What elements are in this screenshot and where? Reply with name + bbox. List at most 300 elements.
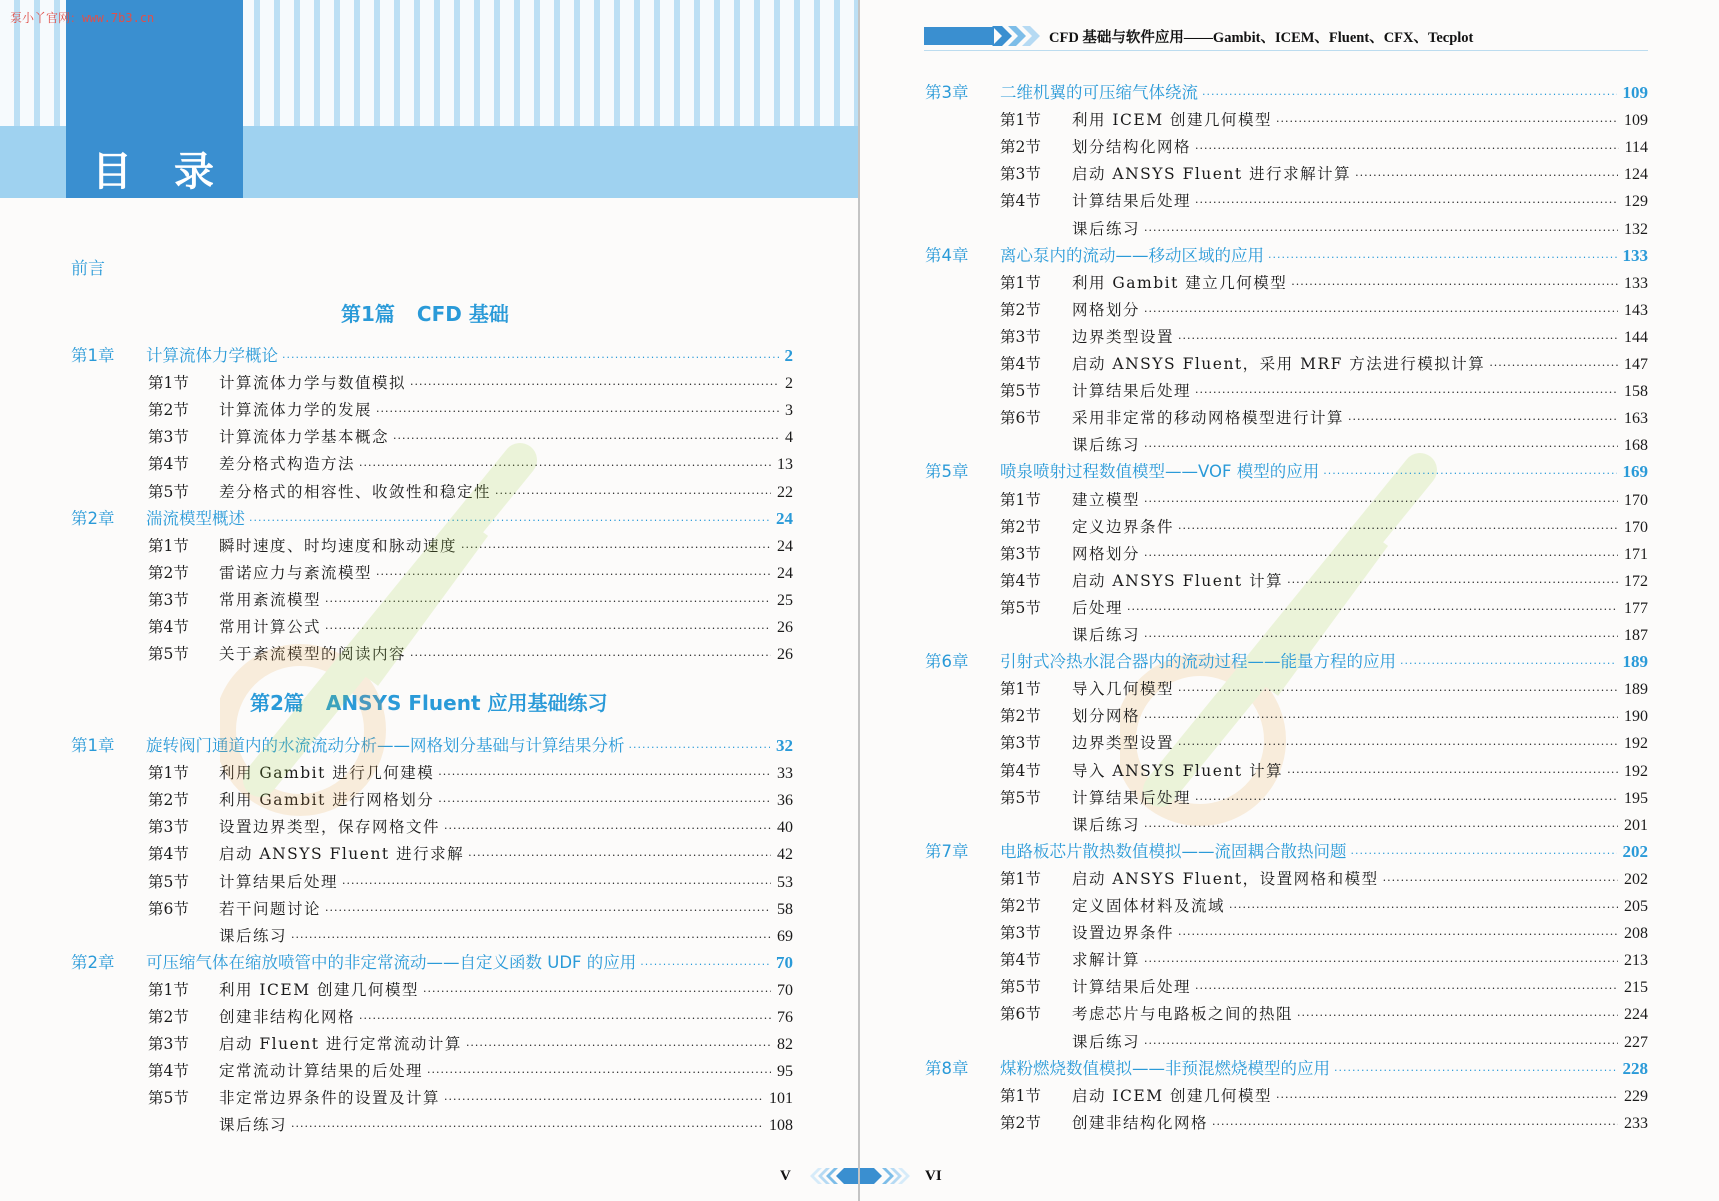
dot-leader [444,816,771,842]
page-number: 213 [1624,952,1648,970]
toc-chapter-entry[interactable] [71,950,793,976]
running-head-rule [924,50,1648,51]
section-label: 第3节 [1000,544,1041,563]
dot-leader [1400,651,1617,677]
dot-leader [1276,109,1618,135]
dot-leader [1144,814,1618,840]
page-number: 95 [777,1063,793,1081]
dot-leader [1287,570,1618,596]
toc-section-entry[interactable] [148,397,793,423]
page-number: 133 [1624,274,1648,292]
toc-chapter-entry[interactable] [925,243,1648,269]
section-title: 创建非结构化网格 [1072,1113,1209,1132]
section-title: 利用 Gambit 进行网格划分 [219,791,435,810]
page-number: 133 [1622,245,1648,265]
page-number: 58 [777,900,793,918]
toc-chapter-entry[interactable] [925,839,1648,865]
toc-chapter-entry[interactable] [925,459,1648,485]
section-label: 第2节 [1000,138,1041,157]
toc-section-entry[interactable] [1000,107,1648,133]
toc-section-entry[interactable] [148,1031,793,1057]
dot-leader [629,735,771,761]
chapter-title: 离心泵内的流动——移动区域的应用 [1000,245,1264,265]
section-title: 定义固体材料及流域 [1072,897,1226,915]
section-label: 第3节 [148,428,189,447]
page-number: 192 [1624,735,1648,753]
chapter-title: 喷泉喷射过程数值模型——VOF 模型的应用 [1000,462,1320,482]
page-number: 189 [1622,652,1648,672]
page-number: 26 [777,619,793,636]
section-label: 第4节 [1000,761,1041,780]
section-title: 课后练习 [1072,815,1141,834]
dot-leader [1351,841,1617,867]
section-title: 求解计算 [1072,951,1141,970]
section-label: 第1节 [1000,273,1041,292]
part-label: 第1篇 [341,302,395,326]
section-title: 设置边界条件 [1072,924,1175,943]
chapter-label: 第2章 [71,508,115,528]
page-number: 114 [1624,139,1648,157]
page-number: 101 [769,1090,793,1108]
section-title: 课后练习 [219,926,288,945]
toc-section-entry[interactable] [1000,866,1648,892]
section-title: 非定常边界条件的设置及计算 [219,1089,441,1108]
section-label: 第2节 [1000,517,1041,536]
page-number: 36 [777,792,793,810]
dot-leader [376,399,779,425]
section-label: 第5节 [148,872,189,891]
toc-section-entry[interactable] [1000,378,1648,404]
dot-leader [1323,461,1616,487]
toc-chapter-entry[interactable] [925,1056,1648,1082]
chapter-label: 第2章 [71,952,115,972]
toc-section-entry[interactable] [1000,730,1648,756]
section-title: 课后练习 [1072,219,1141,238]
toc-section-entry[interactable] [1000,432,1648,458]
dot-leader [1178,678,1618,704]
dot-leader [1489,353,1618,379]
chapter-title: 可压缩气体在缩放喷管中的非定常流动——自定义函数 UDF 的应用 [146,952,637,972]
section-title: 边界类型设置 [1072,327,1175,346]
section-title: 利用 ICEM 创建几何模型 [219,980,420,999]
page-number: 228 [1622,1058,1648,1078]
section-label: 第4节 [1000,951,1041,970]
section-title: 划分网格 [1072,707,1141,726]
section-label: 第5节 [148,645,189,664]
page-number: 202 [1624,870,1648,888]
section-title: 创建非结构化网格 [219,1008,356,1026]
dot-leader [1144,949,1618,975]
section-title: 计算结果后处理 [219,872,339,891]
page-number: 187 [1624,627,1648,644]
section-title: 建立模型 [1072,490,1141,509]
dot-leader [1195,136,1619,162]
toc-section-entry[interactable] [1000,216,1648,242]
section-title: 定义边界条件 [1072,517,1175,536]
page-number: 192 [1624,762,1648,780]
toc-section-entry[interactable] [1000,297,1648,323]
left-page [0,0,858,1201]
section-title: 启动 ANSYS Fluent 计算 [1072,571,1284,590]
dot-leader [1212,1112,1618,1138]
part-heading-1 [341,298,509,327]
section-title: 雷诺应力与紊流模型 [219,563,373,582]
dot-leader [249,508,770,534]
section-label: 第2节 [1000,707,1041,726]
toc-section-entry[interactable] [148,614,793,640]
section-label: 第3节 [1000,327,1041,346]
chapter-label: 第6章 [925,652,969,672]
toc-section-entry[interactable] [148,977,793,1003]
section-label: 第5节 [148,1089,189,1108]
section-title: 利用 ICEM 创建几何模型 [1072,111,1273,130]
section-label: 第4节 [148,618,189,636]
toc-section-entry[interactable] [148,814,793,840]
dot-leader [291,925,771,951]
chapter-title: 计算流体力学概论 [146,346,278,365]
section-title: 若干问题讨论 [219,899,322,918]
dot-leader [1178,732,1618,758]
section-title: 采用非定常的移动网格模型进行计算 [1072,409,1345,428]
section-title: 定常流动计算结果的后处理 [219,1062,424,1081]
section-label: 第4节 [148,845,189,864]
section-title: 计算流体力学的发展 [219,401,373,420]
page-number: 224 [1624,1006,1648,1024]
toc-chapter-entry[interactable] [71,733,793,759]
dot-leader [427,1060,771,1086]
dot-leader [342,871,771,897]
section-label: 第5节 [1000,598,1041,617]
page-number: 163 [1624,410,1648,428]
section-label: 第6节 [1000,1005,1041,1024]
toc-chapter-entry[interactable] [71,343,793,369]
page-nav-chevrons-icon [800,1165,920,1187]
section-label: 第1节 [1000,1086,1041,1105]
section-title: 计算结果后处理 [1072,978,1192,997]
toc-section-entry[interactable] [148,1004,793,1030]
section-label: 第1节 [148,536,189,555]
part-title: ANSYS Fluent 应用基础练习 [325,691,608,715]
toc-section-entry[interactable] [148,424,793,450]
running-head [924,24,1648,50]
page-title: 目录 [92,149,256,195]
toc-chapter-entry[interactable] [925,649,1648,675]
section-label: 第5节 [148,482,189,501]
page-number: 233 [1624,1114,1648,1132]
toc-section-entry[interactable] [1000,974,1648,1000]
part-heading-2 [250,687,607,716]
dot-leader [1144,489,1618,515]
section-label: 第3节 [1000,734,1041,753]
page-number: 189 [1624,681,1648,699]
page-number: 70 [776,952,793,972]
section-title: 计算结果后处理 [1072,382,1192,401]
dot-leader [1348,407,1618,433]
section-label: 第4节 [148,455,189,474]
section-label: 第3节 [148,818,189,837]
page-number: 227 [1624,1033,1648,1051]
dot-leader [1144,624,1618,650]
toc-section-entry[interactable] [1000,487,1648,513]
toc-section-entry[interactable] [148,479,793,505]
section-label: 第3节 [1000,165,1041,184]
section-title: 课后练习 [1072,436,1141,455]
page-number: 24 [777,564,793,582]
section-label: 第4节 [1000,192,1041,211]
page-number: 201 [1624,816,1648,834]
section-title: 划分结构化网格 [1072,138,1192,157]
toc-section-entry[interactable] [1000,1110,1648,1136]
dot-leader [1195,380,1618,406]
dot-leader [410,372,779,398]
chapter-label: 第4章 [925,245,969,265]
page-number: 70 [777,981,793,999]
dot-leader [640,952,770,978]
section-label: 第5节 [1000,788,1041,807]
section-title: 利用 Gambit 建立几何模型 [1072,273,1288,292]
toc-section-entry[interactable] [1000,703,1648,729]
section-title: 启动 ANSYS Fluent，设置网格和模型 [1072,869,1379,888]
toc-section-entry[interactable] [148,841,793,867]
section-label: 第2节 [148,1008,189,1026]
dot-leader [461,535,771,561]
dot-leader [1287,760,1618,786]
section-title: 网格划分 [1072,544,1141,563]
toc-section-entry[interactable] [148,1085,793,1111]
section-label: 第3节 [1000,924,1041,943]
page-number: 2 [785,375,793,393]
toc-section-entry[interactable] [1000,758,1648,784]
dot-leader [1178,326,1618,352]
chevrons-right-icon [992,26,1048,46]
toc-section-entry[interactable] [148,370,793,396]
toc-section-entry[interactable] [1000,1083,1648,1109]
page-number: 42 [777,846,793,864]
section-label: 第2节 [1000,897,1041,915]
dot-leader [468,843,771,869]
section-title: 差分格式的相容性、收敛性和稳定性 [219,482,492,501]
page-number: 168 [1624,437,1648,455]
dot-leader [1334,1058,1617,1084]
section-title: 启动 ANSYS Fluent，采用 MRF 方法进行模拟计算 [1072,355,1486,373]
section-title: 启动 ANSYS Fluent 进行求解计算 [1072,165,1352,184]
toc-section-entry[interactable] [1000,1029,1648,1055]
section-title: 关于紊流模型的阅读内容 [219,645,407,664]
page-number: 109 [1624,112,1648,130]
chapter-title: 旋转阀门通道内的水流流动分析——网格划分基础与计算结果分析 [146,736,625,755]
part-title: CFD 基础 [416,302,509,326]
chapter-title: 煤粉燃烧数值模拟——非预混燃烧模型的应用 [1000,1058,1330,1078]
dot-leader [1383,868,1618,894]
dot-leader [1178,516,1618,542]
page-number: 69 [777,927,793,945]
section-title: 差分格式构造方法 [219,455,356,474]
section-title: 课后练习 [1072,626,1141,644]
page-number: 124 [1624,166,1648,184]
page-number: 129 [1624,193,1648,211]
dot-leader [325,616,771,642]
toc-chapter-entry[interactable] [71,506,793,532]
toc-section-entry[interactable] [148,587,793,613]
section-title: 网格划分 [1072,300,1141,319]
page-number: 215 [1624,979,1648,997]
page-number: 53 [777,873,793,891]
page-number: 25 [777,591,793,609]
chapter-label: 第1章 [71,736,115,755]
page-number: 229 [1624,1087,1648,1105]
toc-section-entry[interactable] [148,896,793,922]
section-label: 第6节 [1000,409,1041,428]
section-title: 设置边界类型，保存网格文件 [219,818,441,837]
toc-section-entry[interactable] [1000,622,1648,648]
page-number: 170 [1624,518,1648,536]
dot-leader [1195,787,1618,813]
dot-leader [444,1087,763,1113]
toc-section-entry[interactable] [1000,812,1648,838]
dot-leader [1291,272,1618,298]
dot-leader [1297,1003,1618,1029]
toc-section-entry[interactable] [1000,514,1648,540]
section-label: 第3节 [148,1035,189,1054]
page-number: 13 [777,456,793,474]
dot-leader [376,562,771,588]
dot-leader [1268,245,1617,271]
dot-leader [423,979,771,1005]
section-title: 瞬时速度、时均速度和脉动速度 [219,536,458,555]
running-head-bar [924,27,994,45]
section-title: 常用紊流模型 [219,590,322,609]
toc-section-entry[interactable] [1000,188,1648,214]
section-label: 第2节 [148,401,189,420]
dot-leader [1144,543,1618,569]
dot-leader [495,481,771,507]
dot-leader [1144,299,1618,325]
toc-section-entry[interactable] [1000,351,1648,377]
page-number: 2 [784,346,793,365]
toc-section-entry[interactable] [148,923,793,949]
dot-leader [291,1114,763,1140]
page-number: 26 [777,646,793,664]
page-number: 205 [1624,898,1648,915]
page-number: 169 [1622,462,1648,482]
toc-section-entry[interactable] [148,760,793,786]
dot-leader [1144,705,1618,731]
page-number: 22 [777,483,793,501]
section-title: 导入几何模型 [1072,680,1175,699]
dot-leader [1127,597,1618,623]
toc-section-entry[interactable] [1000,405,1648,431]
site-watermark-text: 泵小丫官网：www.7b3.cn [10,11,155,25]
running-head-title: CFD 基础与软件应用——Gambit、ICEM、Fluent、CFX、Tecplot [1049,30,1474,46]
section-title: 启动 Fluent 进行定常流动计算 [219,1035,462,1054]
dot-leader [1276,1085,1618,1111]
page-number: 76 [777,1009,793,1026]
section-title: 利用 Gambit 进行几何建模 [219,764,435,783]
page-number: 3 [785,402,793,420]
toc-section-entry[interactable] [1000,893,1648,919]
front-matter-preface[interactable]: 前言 [71,259,105,279]
chapter-label: 第1章 [71,346,115,365]
toc-section-entry[interactable] [1000,270,1648,296]
chapter-title: 电路板芯片散热数值模拟——流固耦合散热问题 [1000,841,1347,861]
section-label: 第1节 [148,374,189,393]
section-label: 第5节 [1000,382,1041,401]
dot-leader [466,1033,771,1059]
chapter-title: 二维机翼的可压缩气体绕流 [1000,83,1198,102]
section-label: 第1节 [148,764,189,783]
toc-section-entry[interactable] [1000,134,1648,160]
page-number: 143 [1624,301,1648,319]
section-label: 第1节 [148,980,189,999]
folio-right: VI [925,1168,942,1184]
page-number: 109 [1622,83,1648,102]
chapter-label: 第8章 [925,1058,969,1078]
dot-leader [410,643,771,669]
toc-section-entry[interactable] [148,869,793,895]
toc-section-entry[interactable] [1000,947,1648,973]
section-title: 导入 ANSYS Fluent 计算 [1072,761,1284,780]
page-number: 4 [785,429,793,447]
toc-section-entry[interactable] [1000,595,1648,621]
page-number: 24 [776,508,793,528]
section-title: 启动 ANSYS Fluent 进行求解 [219,845,465,864]
dot-leader [393,426,779,452]
chapter-label: 第5章 [925,462,969,482]
toc-section-entry[interactable] [1000,920,1648,946]
chapter-label: 第7章 [925,841,969,861]
dot-leader [438,789,771,815]
toc-section-entry[interactable] [148,1058,793,1084]
dot-leader [282,345,779,371]
page-number: 158 [1624,383,1648,401]
dot-leader [359,453,771,479]
section-label: 第1节 [1000,869,1041,888]
section-title: 启动 ICEM 创建几何模型 [1072,1086,1273,1105]
toc-section-entry[interactable] [148,641,793,667]
dot-leader [325,898,771,924]
toc-section-entry[interactable] [148,1112,793,1138]
toc-section-entry[interactable] [1000,676,1648,702]
toc-section-entry[interactable] [1000,324,1648,350]
page-number: 202 [1622,841,1648,861]
dot-leader [1355,163,1618,189]
toc-section-entry[interactable] [148,451,793,477]
section-title: 后处理 [1072,598,1124,617]
page-number: 147 [1624,356,1648,373]
dot-leader [438,762,771,788]
toc-chapter-entry[interactable] [925,80,1648,106]
section-label: 第4节 [1000,571,1041,590]
dot-leader [1144,1031,1618,1057]
dot-leader [1202,82,1617,108]
toc-section-entry[interactable] [148,560,793,586]
chapter-title: 湍流模型概述 [146,508,245,528]
toc-section-entry[interactable] [148,787,793,813]
toc-section-entry[interactable] [1000,785,1648,811]
toc-section-entry[interactable] [1000,161,1648,187]
page-number: 190 [1624,708,1648,726]
toc-section-entry[interactable] [148,533,793,559]
toc-section-entry[interactable] [1000,568,1648,594]
page-number: 171 [1624,545,1648,563]
section-label: 第4节 [1000,355,1041,373]
section-label: 第2节 [1000,300,1041,319]
dot-leader [1195,976,1618,1002]
section-title: 常用计算公式 [219,618,322,636]
chapter-title: 引射式冷热水混合器内的流动过程——能量方程的应用 [1000,652,1396,672]
toc-section-entry[interactable] [1000,1001,1648,1027]
toc-section-entry[interactable] [1000,541,1648,567]
